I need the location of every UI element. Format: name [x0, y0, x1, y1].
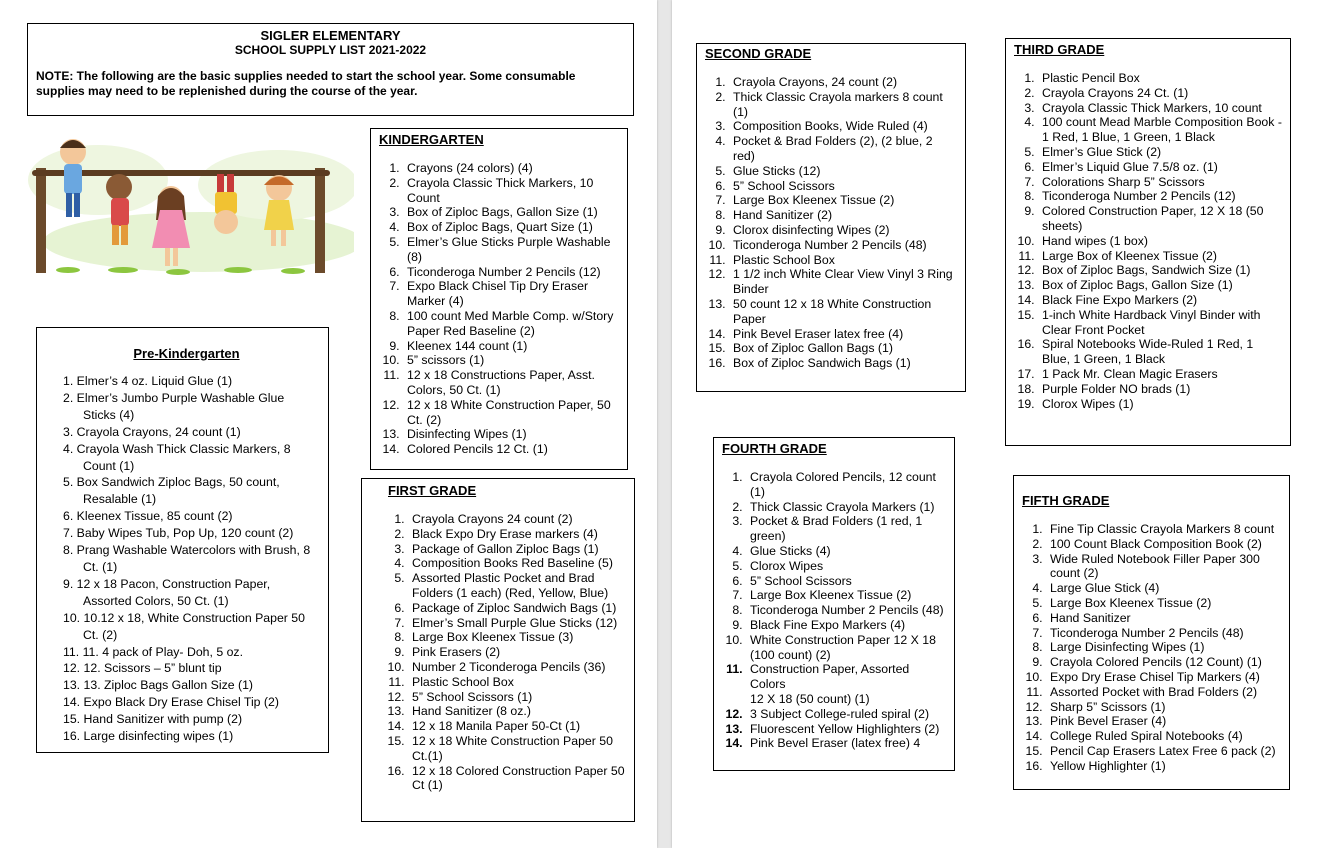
- list-item: 12. 5” School Scissors (1): [408, 690, 626, 705]
- list-item: 4. Large Glue Stick (4): [1046, 581, 1281, 596]
- first-grade-heading: FIRST GRADE: [388, 483, 477, 498]
- fifth-grade-items: [1022, 522, 1281, 774]
- header-box: [27, 23, 634, 116]
- list-item: 5. Elmer’s Glue Sticks Purple Washable (8): [403, 235, 619, 265]
- list-item: 3. Crayola Crayons, 24 count (1): [63, 424, 241, 439]
- list-item: 16. 12 x 18 Colored Construction Paper 50 Ct (1): [408, 764, 626, 794]
- list-item: 13. 13. Ziploc Bags Gallon Size (1): [63, 678, 254, 693]
- list-item: 1. Crayola Crayons, 24 count (2): [729, 75, 957, 90]
- header-note: NOTE: The following are the basic supplies needed to start the school year. Some consumable supplies may need to be replenished during the course of the year.: [36, 69, 576, 98]
- school-name: SIGLER ELEMENTARY: [260, 28, 401, 43]
- list-item: 9. Pink Erasers (2): [408, 645, 626, 660]
- list-item: 5. Assorted Plastic Pocket and Brad Folders (1 each) (Red, Yellow, Blue): [408, 571, 626, 601]
- list-item: 14. Black Fine Expo Markers (2): [1038, 293, 1282, 308]
- list-item: 13. Hand Sanitizer (8 oz.): [408, 704, 626, 719]
- list-item: 2. Black Expo Dry Erase markers (4): [408, 527, 626, 542]
- list-item: 17. 1 Pack Mr. Clean Magic Erasers: [1038, 367, 1282, 382]
- list-item: 2. Thick Classic Crayola Markers (1): [746, 500, 946, 515]
- list-item: 8. Ticonderoga Number 2 Pencils (48): [746, 603, 946, 618]
- list-item: 1. Crayons (24 colors) (4): [403, 161, 619, 176]
- list-item: 7. Ticonderoga Number 2 Pencils (48): [1046, 626, 1281, 641]
- list-item: 6. 5” School Scissors: [729, 179, 957, 194]
- list-item: 10. Hand wipes (1 box): [1038, 234, 1282, 249]
- list-item: 3. Package of Gallon Ziploc Bags (1): [408, 542, 626, 557]
- pre-kindergarten-items: [63, 373, 320, 745]
- first-grade-items: [388, 512, 626, 793]
- list-item: 14. Expo Black Dry Erase Chisel Tip (2): [63, 695, 279, 710]
- second-grade-heading: SECOND GRADE: [705, 46, 812, 61]
- list-item: 19. Clorox Wipes (1): [1038, 397, 1282, 412]
- list-item: 10. Ticonderoga Number 2 Pencils (48): [729, 238, 957, 253]
- list-item: 16. Spiral Notebooks Wide-Ruled 1 Red, 1 Blue, 1 Green, 1 Black: [1038, 337, 1282, 367]
- list-item: 13. Disinfecting Wipes (1): [403, 427, 619, 442]
- list-item: 10. White Construction Paper 12 X 18 (100 count) (2): [746, 633, 946, 663]
- pre-kindergarten-heading: Pre-Kindergarten: [133, 346, 240, 361]
- list-item: 12. 3 Subject College-ruled spiral (2): [746, 707, 946, 722]
- list-item: 1. Fine Tip Classic Crayola Markers 8 count: [1046, 522, 1281, 537]
- list-item: 12. 12. Scissors – 5” blunt tip: [63, 661, 222, 676]
- list-item: 1. Crayola Crayons 24 count (2): [408, 512, 626, 527]
- list-item: 11. Assorted Pocket with Brad Folders (2): [1046, 685, 1281, 700]
- kindergarten-list: [370, 128, 628, 470]
- list-item: 14. 12 x 18 Manila Paper 50-Ct (1): [408, 719, 626, 734]
- kindergarten-items: [379, 161, 619, 457]
- list-item: 3. Box of Ziploc Bags, Gallon Size (1): [403, 205, 619, 220]
- list-item: 2. Thick Classic Crayola markers 8 count (1): [729, 90, 957, 120]
- list-item: 8. Large Disinfecting Wipes (1): [1046, 640, 1281, 655]
- list-item: 9. Kleenex 144 count (1): [403, 339, 619, 354]
- list-item: 10. 5” scissors (1): [403, 353, 619, 368]
- list-item: 18. Purple Folder NO brads (1): [1038, 382, 1282, 397]
- list-item: 12. Sharp 5” Scissors (1): [1046, 700, 1281, 715]
- list-item: 4. Glue Sticks (4): [746, 544, 946, 559]
- list-item: 10. 10.12 x 18, White Construction Paper 50 Ct. (2): [63, 610, 305, 642]
- list-item: 9. Clorox disinfecting Wipes (2): [729, 223, 957, 238]
- list-item: 5. Box Sandwich Ziploc Bags, 50 count, Resalable (1): [63, 475, 280, 507]
- list-subtitle: SCHOOL SUPPLY LIST 2021-2022: [234, 43, 427, 57]
- list-item: 6. Package of Ziploc Sandwich Bags (1): [408, 601, 626, 616]
- list-item: 11. Plastic School Box: [408, 675, 626, 690]
- list-item: 7. Large Box Kleenex Tissue (2): [746, 588, 946, 603]
- list-item: 8. Prang Washable Watercolors with Brush, 8 Ct. (1): [63, 543, 311, 574]
- list-item: 3. Composition Books, Wide Ruled (4): [729, 119, 957, 134]
- list-item: 10. Number 2 Ticonderoga Pencils (36): [408, 660, 626, 675]
- fourth-grade-heading: FOURTH GRADE: [722, 441, 827, 456]
- list-item: 5. Glue Sticks (12): [729, 164, 957, 179]
- kids-on-monkey-bars-illustration: [28, 130, 354, 280]
- list-item: 4. Composition Books Red Baseline (5): [408, 556, 626, 571]
- list-item: 16. Large disinfecting wipes (1): [63, 729, 234, 744]
- list-item: 7. Expo Black Chisel Tip Dry Eraser Marker (4): [403, 279, 619, 309]
- list-item: 2. Crayola Classic Thick Markers, 10 Count: [403, 176, 619, 206]
- list-item: 13. Box of Ziploc Bags, Gallon Size (1): [1038, 278, 1282, 293]
- item-text-continued: 12 X 18 (50 count) (1): [750, 691, 870, 706]
- list-item: 13. 50 count 12 x 18 White Construction Paper: [729, 297, 957, 327]
- list-item: 14. College Ruled Spiral Notebooks (4): [1046, 729, 1281, 744]
- list-item: 15. Pencil Cap Erasers Latex Free 6 pack (2): [1046, 744, 1281, 759]
- fifth-grade-heading: FIFTH GRADE: [1022, 493, 1110, 508]
- list-item: 3. Pocket & Brad Folders (1 red, 1 green): [746, 514, 946, 544]
- list-item: 1. Plastic Pencil Box: [1038, 71, 1282, 86]
- list-item: 1. Crayola Colored Pencils, 12 count (1): [746, 470, 946, 500]
- kindergarten-heading: KINDERGARTEN: [379, 132, 484, 147]
- first-grade-list: [361, 478, 635, 822]
- list-item: 8. Large Box Kleenex Tissue (3): [408, 630, 626, 645]
- list-item: 2. Elmer’s Jumbo Purple Washable Glue Sticks (4): [63, 390, 285, 422]
- list-item: 4. Crayola Wash Thick Classic Markers, 8 Count (1): [63, 441, 291, 473]
- left-page: [0, 0, 657, 848]
- list-item: 12. 1 1/2 inch White Clear View Vinyl 3 Ring Binder: [729, 267, 957, 297]
- fifth-grade-list: [1013, 475, 1290, 790]
- fourth-grade-items: [722, 470, 946, 751]
- list-item: 11. Large Box of Kleenex Tissue (2): [1038, 249, 1282, 264]
- list-item: 9. 12 x 18 Pacon, Construction Paper, Assorted Colors, 50 Ct. (1): [63, 576, 271, 608]
- list-item: 9. Black Fine Expo Markers (4): [746, 618, 946, 633]
- second-grade-list: [696, 43, 966, 392]
- list-item: 3. Crayola Classic Thick Markers, 10 count: [1038, 101, 1282, 116]
- list-item: 14. Pink Bevel Eraser (latex free) 4: [746, 736, 946, 751]
- list-item: 15. 12 x 18 White Construction Paper 50 Ct.(1): [408, 734, 626, 764]
- list-item: 4. Pocket & Brad Folders (2), (2 blue, 2 red): [729, 134, 957, 164]
- list-item: 6. 5” School Scissors: [746, 574, 946, 589]
- list-item: 8. Hand Sanitizer (2): [729, 208, 957, 223]
- item-text: Construction Paper, Assorted Colors: [750, 662, 910, 692]
- list-item: 7. Large Box Kleenex Tissue (2): [729, 193, 957, 208]
- list-item: 14. Pink Bevel Eraser latex free (4): [729, 327, 957, 342]
- list-item: 10. Expo Dry Erase Chisel Tip Markers (4): [1046, 670, 1281, 685]
- list-item: 5. Large Box Kleenex Tissue (2): [1046, 596, 1281, 611]
- list-item: 15. Box of Ziploc Gallon Bags (1): [729, 341, 957, 356]
- second-grade-items: [705, 75, 957, 371]
- list-item: 4. Box of Ziploc Bags, Quart Size (1): [403, 220, 619, 235]
- list-item: 9. Crayola Colored Pencils (12 Count) (1): [1046, 655, 1281, 670]
- list-item: 2. 100 Count Black Composition Book (2): [1046, 537, 1281, 552]
- list-item: 12. 12 x 18 White Construction Paper, 50 Ct. (2): [403, 398, 619, 428]
- list-item: 13. Fluorescent Yellow Highlighters (2): [746, 722, 946, 737]
- list-item: 5. Elmer’s Glue Stick (2): [1038, 145, 1282, 160]
- list-item: 4. 100 count Mead Marble Composition Book - 1 Red, 1 Blue, 1 Green, 1 Black: [1038, 115, 1282, 145]
- list-item: 14. Colored Pencils 12 Ct. (1): [403, 442, 619, 457]
- list-item: 8. 100 count Med Marble Comp. w/Story Paper Red Baseline (2): [403, 309, 619, 339]
- pre-kindergarten-list: [36, 327, 329, 753]
- third-grade-items: [1014, 71, 1282, 411]
- list-item: 6. Hand Sanitizer: [1046, 611, 1281, 626]
- list-item: 16. Box of Ziploc Sandwich Bags (1): [729, 356, 957, 371]
- list-item: 8. Ticonderoga Number 2 Pencils (12): [1038, 189, 1282, 204]
- list-item: 2. Crayola Crayons 24 Ct. (1): [1038, 86, 1282, 101]
- fourth-grade-list: [713, 437, 955, 771]
- list-item: 15. Hand Sanitizer with pump (2): [63, 712, 243, 727]
- list-item: 9. Colored Construction Paper, 12 X 18 (50 sheets): [1038, 204, 1282, 234]
- list-item: 15. 1-inch White Hardback Vinyl Binder with Clear Front Pocket: [1038, 308, 1282, 338]
- third-grade-heading: THIRD GRADE: [1014, 42, 1105, 57]
- list-item: 11. Plastic School Box: [729, 253, 957, 268]
- list-item: 11. 11. 4 pack of Play- Doh, 5 oz.: [63, 644, 243, 659]
- list-item: 11. 12 x 18 Constructions Paper, Asst. Colors, 50 Ct. (1): [403, 368, 619, 398]
- list-item: 6. Elmer’s Liquid Glue 7.5/8 oz. (1): [1038, 160, 1282, 175]
- list-item: 6. Ticonderoga Number 2 Pencils (12): [403, 265, 619, 280]
- third-grade-list: [1005, 38, 1291, 446]
- list-item: 7. Colorations Sharp 5” Scissors: [1038, 175, 1282, 190]
- list-item: 13. Pink Bevel Eraser (4): [1046, 714, 1281, 729]
- list-item: 5. Clorox Wipes: [746, 559, 946, 574]
- list-item: 3. Wide Ruled Notebook Filler Paper 300 count (2): [1046, 552, 1281, 582]
- list-item: 12. Box of Ziploc Bags, Sandwich Size (1): [1038, 263, 1282, 278]
- list-item: 6. Kleenex Tissue, 85 count (2): [63, 509, 233, 524]
- list-item: 7. Baby Wipes Tub, Pop Up, 120 count (2): [63, 526, 294, 541]
- list-item: [746, 662, 946, 706]
- list-item: 16. Yellow Highlighter (1): [1046, 759, 1281, 774]
- list-item: 7. Elmer’s Small Purple Glue Sticks (12): [408, 616, 626, 631]
- list-item: 1. Elmer’s 4 oz. Liquid Glue (1): [63, 374, 233, 388]
